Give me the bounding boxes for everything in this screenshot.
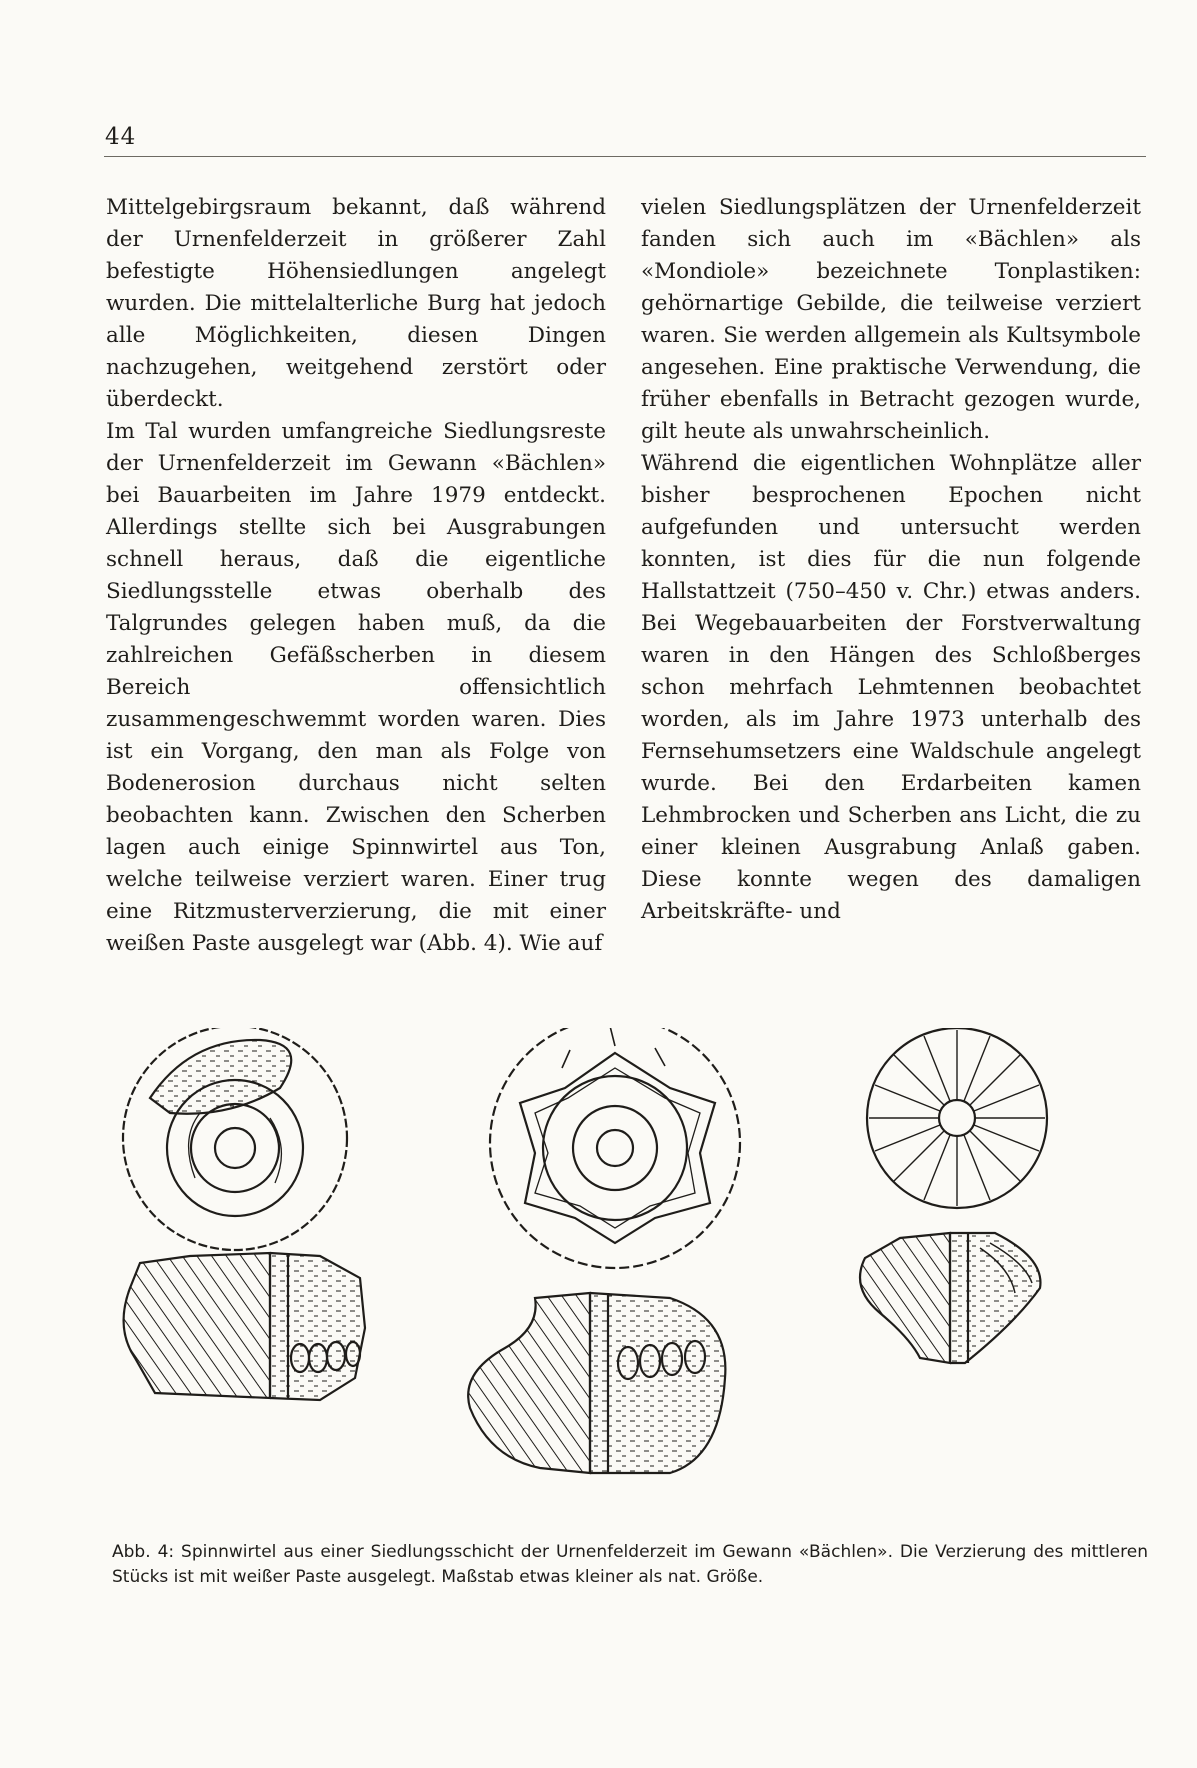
whorl-left-top [123,1028,347,1250]
whorl-middle-section [468,1293,725,1473]
whorl-left-section [124,1253,365,1400]
whorl-right-top [867,1028,1047,1208]
left-column [106,192,606,960]
whorl-right-section [860,1233,1040,1363]
spindle-whorl-drawings [110,1028,1150,1528]
paragraph: Im Tal wurden umfangreiche Siedlungsreste der Urnenfelderzeit im Gewann «Bächlen» bei Bauarbeiten im Jahre 1979 entdeckt. Allerdings stellte sich bei Ausgrabungen schnell heraus, daß die eigentliche Siedlungsstelle etwas oberhalb des Talgrundes gelegen haben muß, da die zahlreichen Gefäßscherben in diesem Bereich offensichtlich zusammengeschwemmt worden waren. Dies ist ein Vorgang, den man als Folge von Bodenerosion durchaus nicht selten beobachten kann. Zwischen den Scherben lagen auch einige Spinnwirtel aus Ton, welche teilweise verziert waren. Einer trug eine Ritzmusterverzierung, die mit einer weißen Paste ausgelegt war (Abb. 4). Wie auf [106,419,606,956]
page-number: 44 [105,124,137,150]
figure-spindle-whorls [110,1028,1150,1528]
whorl-middle-top [490,1028,740,1268]
paragraph: Während die eigentlichen Wohnplätze aller bisher besprochenen Epochen nicht aufgefunden und untersucht werden konnten, ist dies für die nun folgende Hallstattzeit (750–450 v. Chr.) etwas anders. Bei Wegebauarbeiten der Forstverwaltung waren in den Hängen des Schloßberges schon mehrfach Lehmtennen beobachtet worden, als im Jahre 1973 unterhalb des Fernsehumsetzers eine Waldschule angelegt wurde. Bei den Erdarbeiten kamen Lehmbrocken und Scherben ans Licht, die zu einer kleinen Ausgrabung Anlaß gaben. Diese konnte wegen des damaligen Arbeitskräfte- und [641,451,1141,924]
paragraph: Mittelgebirgsraum bekannt, daß während der Urnenfelderzeit in größerer Zahl befestigte Höhensiedlungen angelegt wurden. Die mittelalterliche Burg hat jedoch alle Möglichkeiten, diesen Dingen nachzugehen, weitgehend zerstört oder überdeckt. [106,195,606,412]
figure-caption: Abb. 4: Spinnwirtel aus einer Siedlungsschicht der Urnenfelderzeit im Gewann «Bächlen». Die Verzierung des mittleren Stücks ist mit weißer Paste ausgelegt. Maßstab etwas kleiner als nat. Größe. [112,1542,1148,1587]
header-rule [104,156,1146,157]
paragraph: vielen Siedlungsplätzen der Urnenfelderzeit fanden sich auch im «Bächlen» als «Mondiole» bezeichnete Tonplastiken: gehörnartige Gebilde, die teilweise verziert waren. Sie werden allgemein als Kultsymbole angesehen. Eine praktische Verwendung, die früher ebenfalls in Betracht gezogen wurde, gilt heute als unwahrscheinlich. [641,195,1141,444]
right-column [641,192,1141,928]
